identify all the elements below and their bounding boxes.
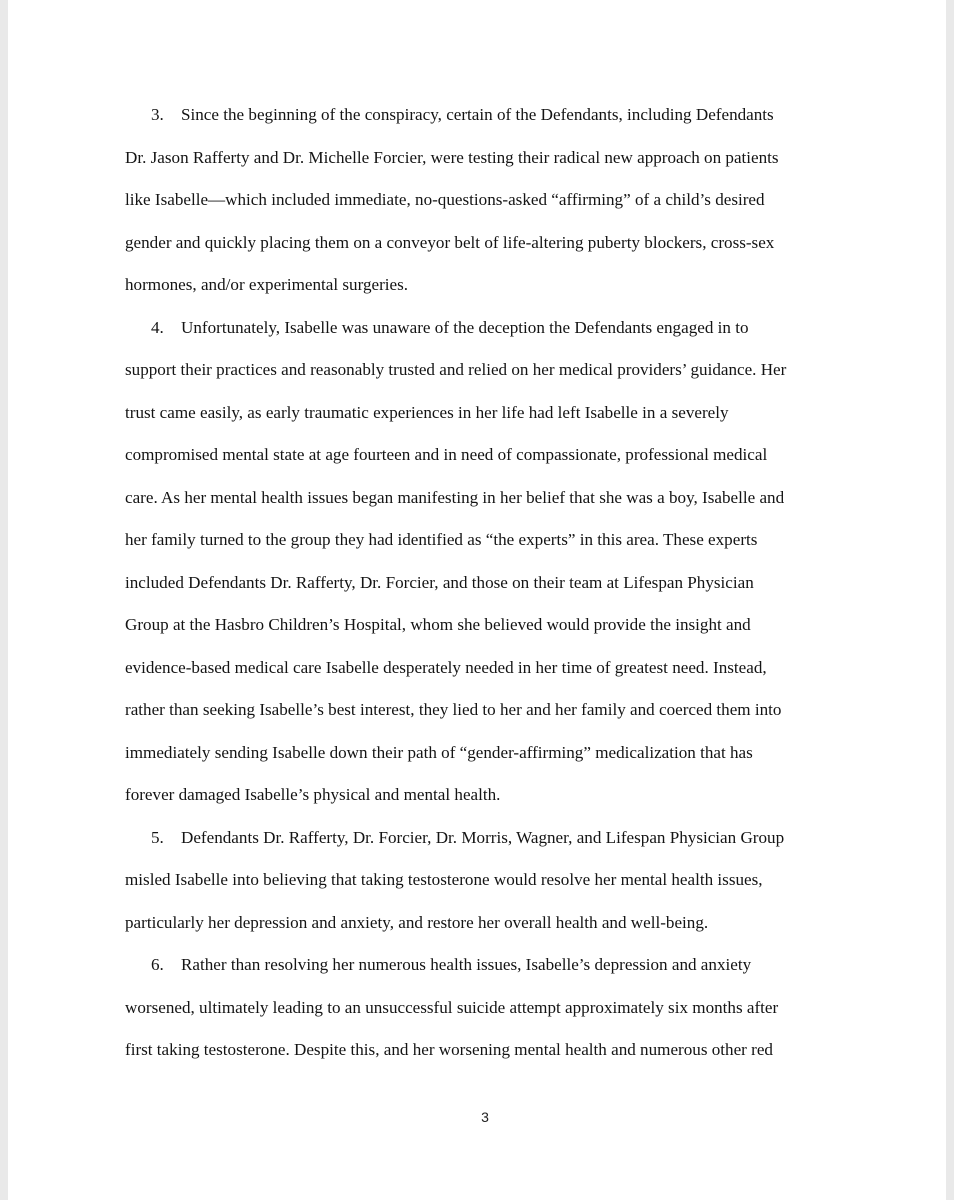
paragraph-line: 3. Since the beginning of the conspiracy, certain of the Defendants, including Defendants [125,94,845,137]
paragraph-5 [125,817,845,945]
paragraph-line: her family turned to the group they had identified as “the experts” in this area. These experts [125,530,758,549]
paragraph-line: misled Isabelle into believing that taking testosterone would resolve her mental health issues, [125,870,763,889]
paragraph-line: Group at the Hasbro Children’s Hospital, whom she believed would provide the insight and [125,615,751,634]
paragraph-line: first taking testosterone. Despite this, and her worsening mental health and numerous other red [125,1040,773,1059]
paragraph-line: evidence-based medical care Isabelle desperately needed in her time of greatest need. Instead, [125,657,767,677]
paragraph-number: 6. [151,955,164,974]
paragraph-line: immediately sending Isabelle down their path of “gender-affirming” medicalization that has [125,742,753,762]
paragraph-line: gender and quickly placing them on a conveyor belt of life-altering puberty blockers, cross-sex [125,232,775,252]
paragraph-line: 6. Rather than resolving her numerous health issues, Isabelle’s depression and anxiety [125,944,845,987]
paragraph-line: forever damaged Isabelle’s physical and mental health. [125,785,501,804]
paragraph-line: included Defendants Dr. Rafferty, Dr. Forcier, and those on their team at Lifespan Physician [125,572,754,592]
paragraph-3 [125,94,845,307]
paragraph-line: worsened, ultimately leading to an unsuccessful suicide attempt approximately six months after [125,997,779,1017]
paragraph-4 [125,307,845,817]
paragraph-line: rather than seeking Isabelle’s best interest, they lied to her and her family and coerced them into [125,700,782,719]
paragraph-line: particularly her depression and anxiety, and restore her overall health and well-being. [125,912,709,932]
paragraph-line: hormones, and/or experimental surgeries. [125,275,409,294]
paragraph-line: Dr. Jason Rafferty and Dr. Michelle Forcier, were testing their radical new approach on patients [125,147,779,167]
paragraph-line: trust came easily, as early traumatic experiences in her life had left Isabelle in a severely [125,402,729,422]
paragraph-number: 4. [151,317,164,337]
paragraph-line: care. As her mental health issues began manifesting in her belief that she was a boy, Isabelle and [125,487,785,507]
page-number: 3 [481,1109,489,1125]
paragraph-line: support their practices and reasonably trusted and relied on her medical providers’ guidance. Her [125,360,787,379]
paragraph-number: 3. [151,105,164,124]
paragraph-number: 5. [151,827,164,847]
paragraph-line: like Isabelle—which included immediate, no-questions-asked “affirming” of a child’s desired [125,190,765,209]
paragraph-line: 5. Defendants Dr. Rafferty, Dr. Forcier, Dr. Morris, Wagner, and Lifespan Physician Group [125,817,845,860]
document-body [125,94,845,1072]
paragraph-6 [125,944,845,1072]
paragraph-line: 4. Unfortunately, Isabelle was unaware of the deception the Defendants engaged in to [125,307,845,350]
paragraph-line: compromised mental state at age fourteen and in need of compassionate, professional medical [125,445,768,464]
